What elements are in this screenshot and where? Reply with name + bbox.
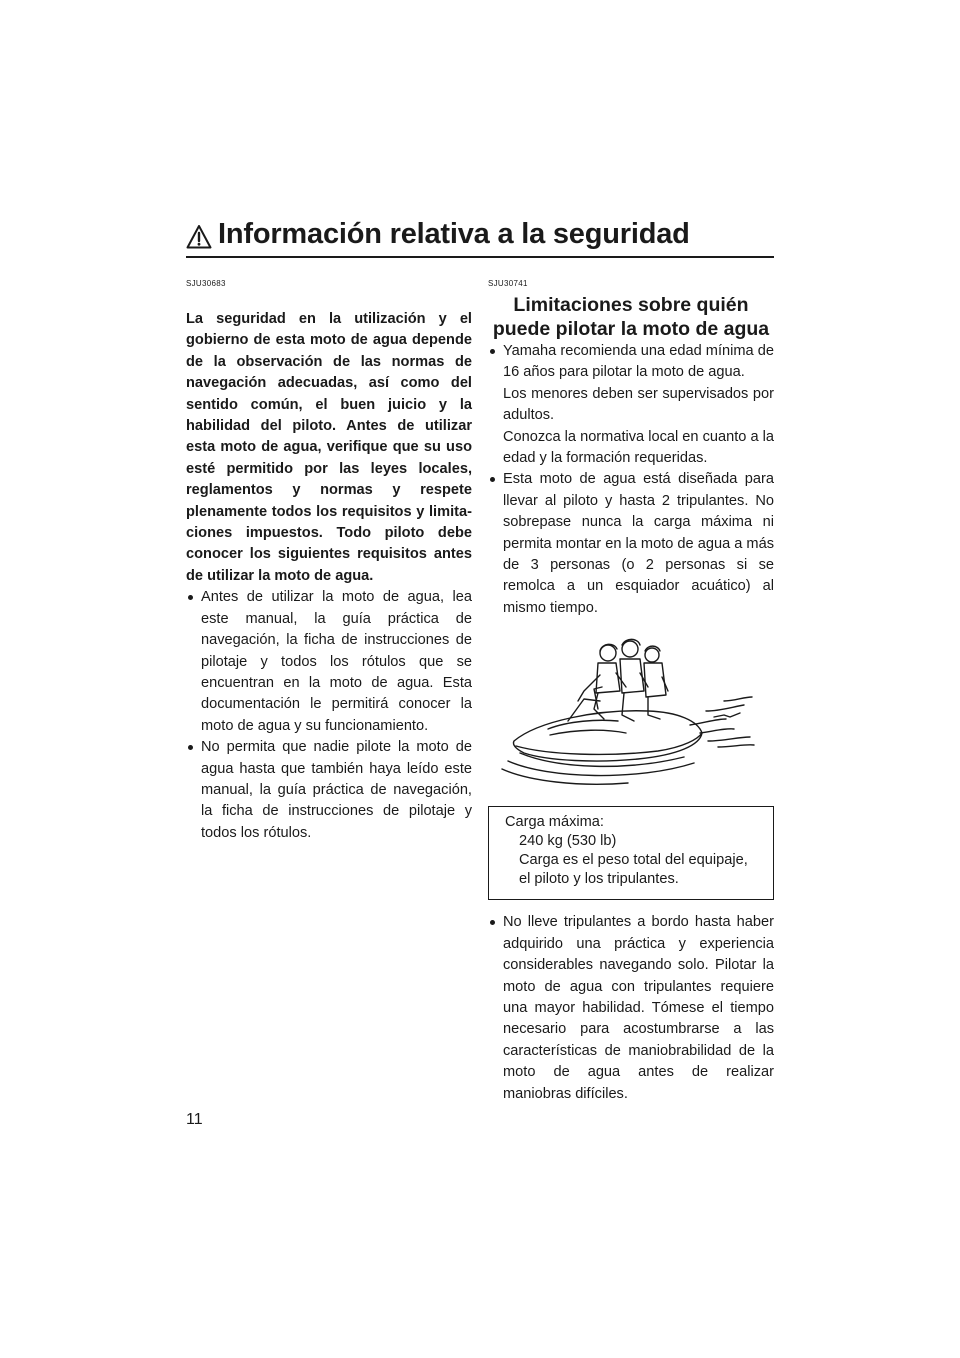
list-item-paragraph: Yamaha recomienda una edad mínima de 16 años para pilotar la moto de agua. (503, 343, 774, 381)
page-title: Información relativa a la seguridad (218, 218, 690, 250)
reference-code: SJU30683 (186, 279, 226, 288)
passenger-list (488, 912, 774, 1105)
max-load-label: Carga máxima: (505, 814, 604, 831)
limitations-list (488, 341, 774, 619)
max-load-box (488, 806, 774, 900)
list-item: No permita que nadie pilote la moto de agua hasta que también haya leído este manual, la guía práctica de navegación, la ficha de instrucciones de pilotaje y todos los rótulos. (186, 737, 472, 844)
section-title: Limitaciones sobre quién puede pilotar la moto de agua (492, 294, 770, 340)
right-column (488, 279, 774, 1105)
max-load-value: 240 kg (530 lb) (519, 833, 617, 850)
watercraft-illustration (488, 629, 774, 801)
list-item: Esta moto de agua está diseñada para llevar al piloto y hasta 2 tripulantes. No sobrepase nunca la carga máxima ni permita montar en la moto de agua a más de 3 personas (o 2 personas si se remolca a un esquiador acuático) al mismo tiempo. (488, 469, 774, 619)
requirements-list (186, 587, 472, 844)
warning-triangle-icon (186, 224, 212, 250)
intro-paragraph: La seguridad en la utilización y el gobierno de esta moto de agua depende de la observación de las normas de navegación adecuadas, así como del sentido común, el buen juicio y la habilidad del piloto. Antes de utilizar esta moto de agua, verifique que su uso esté permitido por las leyes locales, reglamentos y normas y respete plenamente todos los requisitos y limitaciones impuestos. Todo piloto debe conocer los siguientes requisitos antes de utilizar la moto de agua. (186, 311, 472, 584)
page-number: 11 (186, 1111, 203, 1128)
page-header (186, 218, 774, 258)
reference-code: SJU30741 (488, 279, 528, 288)
list-item: Antes de utilizar la moto de agua, lea este manual, la guía práctica de navegación, la ficha de instrucciones de pilotaje y todos los rótulos que se encuentran en la moto de agua. Esta documentación le permitirá conocer la moto de agua y su funcionamiento. (186, 587, 472, 737)
list-item: No lleve tripulantes a bordo hasta haber adquirido una práctica y experiencia considerables navegando solo. Pilotar la moto de agua con tripulantes requiere una mayor habilidad. Tómese el tiempo necesario para acostumbrarse a las características de maniobrabilidad de la moto de agua antes de realizar maniobras difíciles. (488, 912, 774, 1105)
list-item-paragraph: Los menores deben ser supervisados por adultos. (503, 385, 774, 424)
left-column (186, 279, 472, 844)
list-item (488, 341, 774, 469)
list-item-paragraph: Conozca la normativa local en cuanto a la edad y la formación requeridas. (503, 428, 774, 467)
max-load-note: Carga es el peso total del equipaje, el piloto y los tripulantes. (519, 852, 748, 888)
